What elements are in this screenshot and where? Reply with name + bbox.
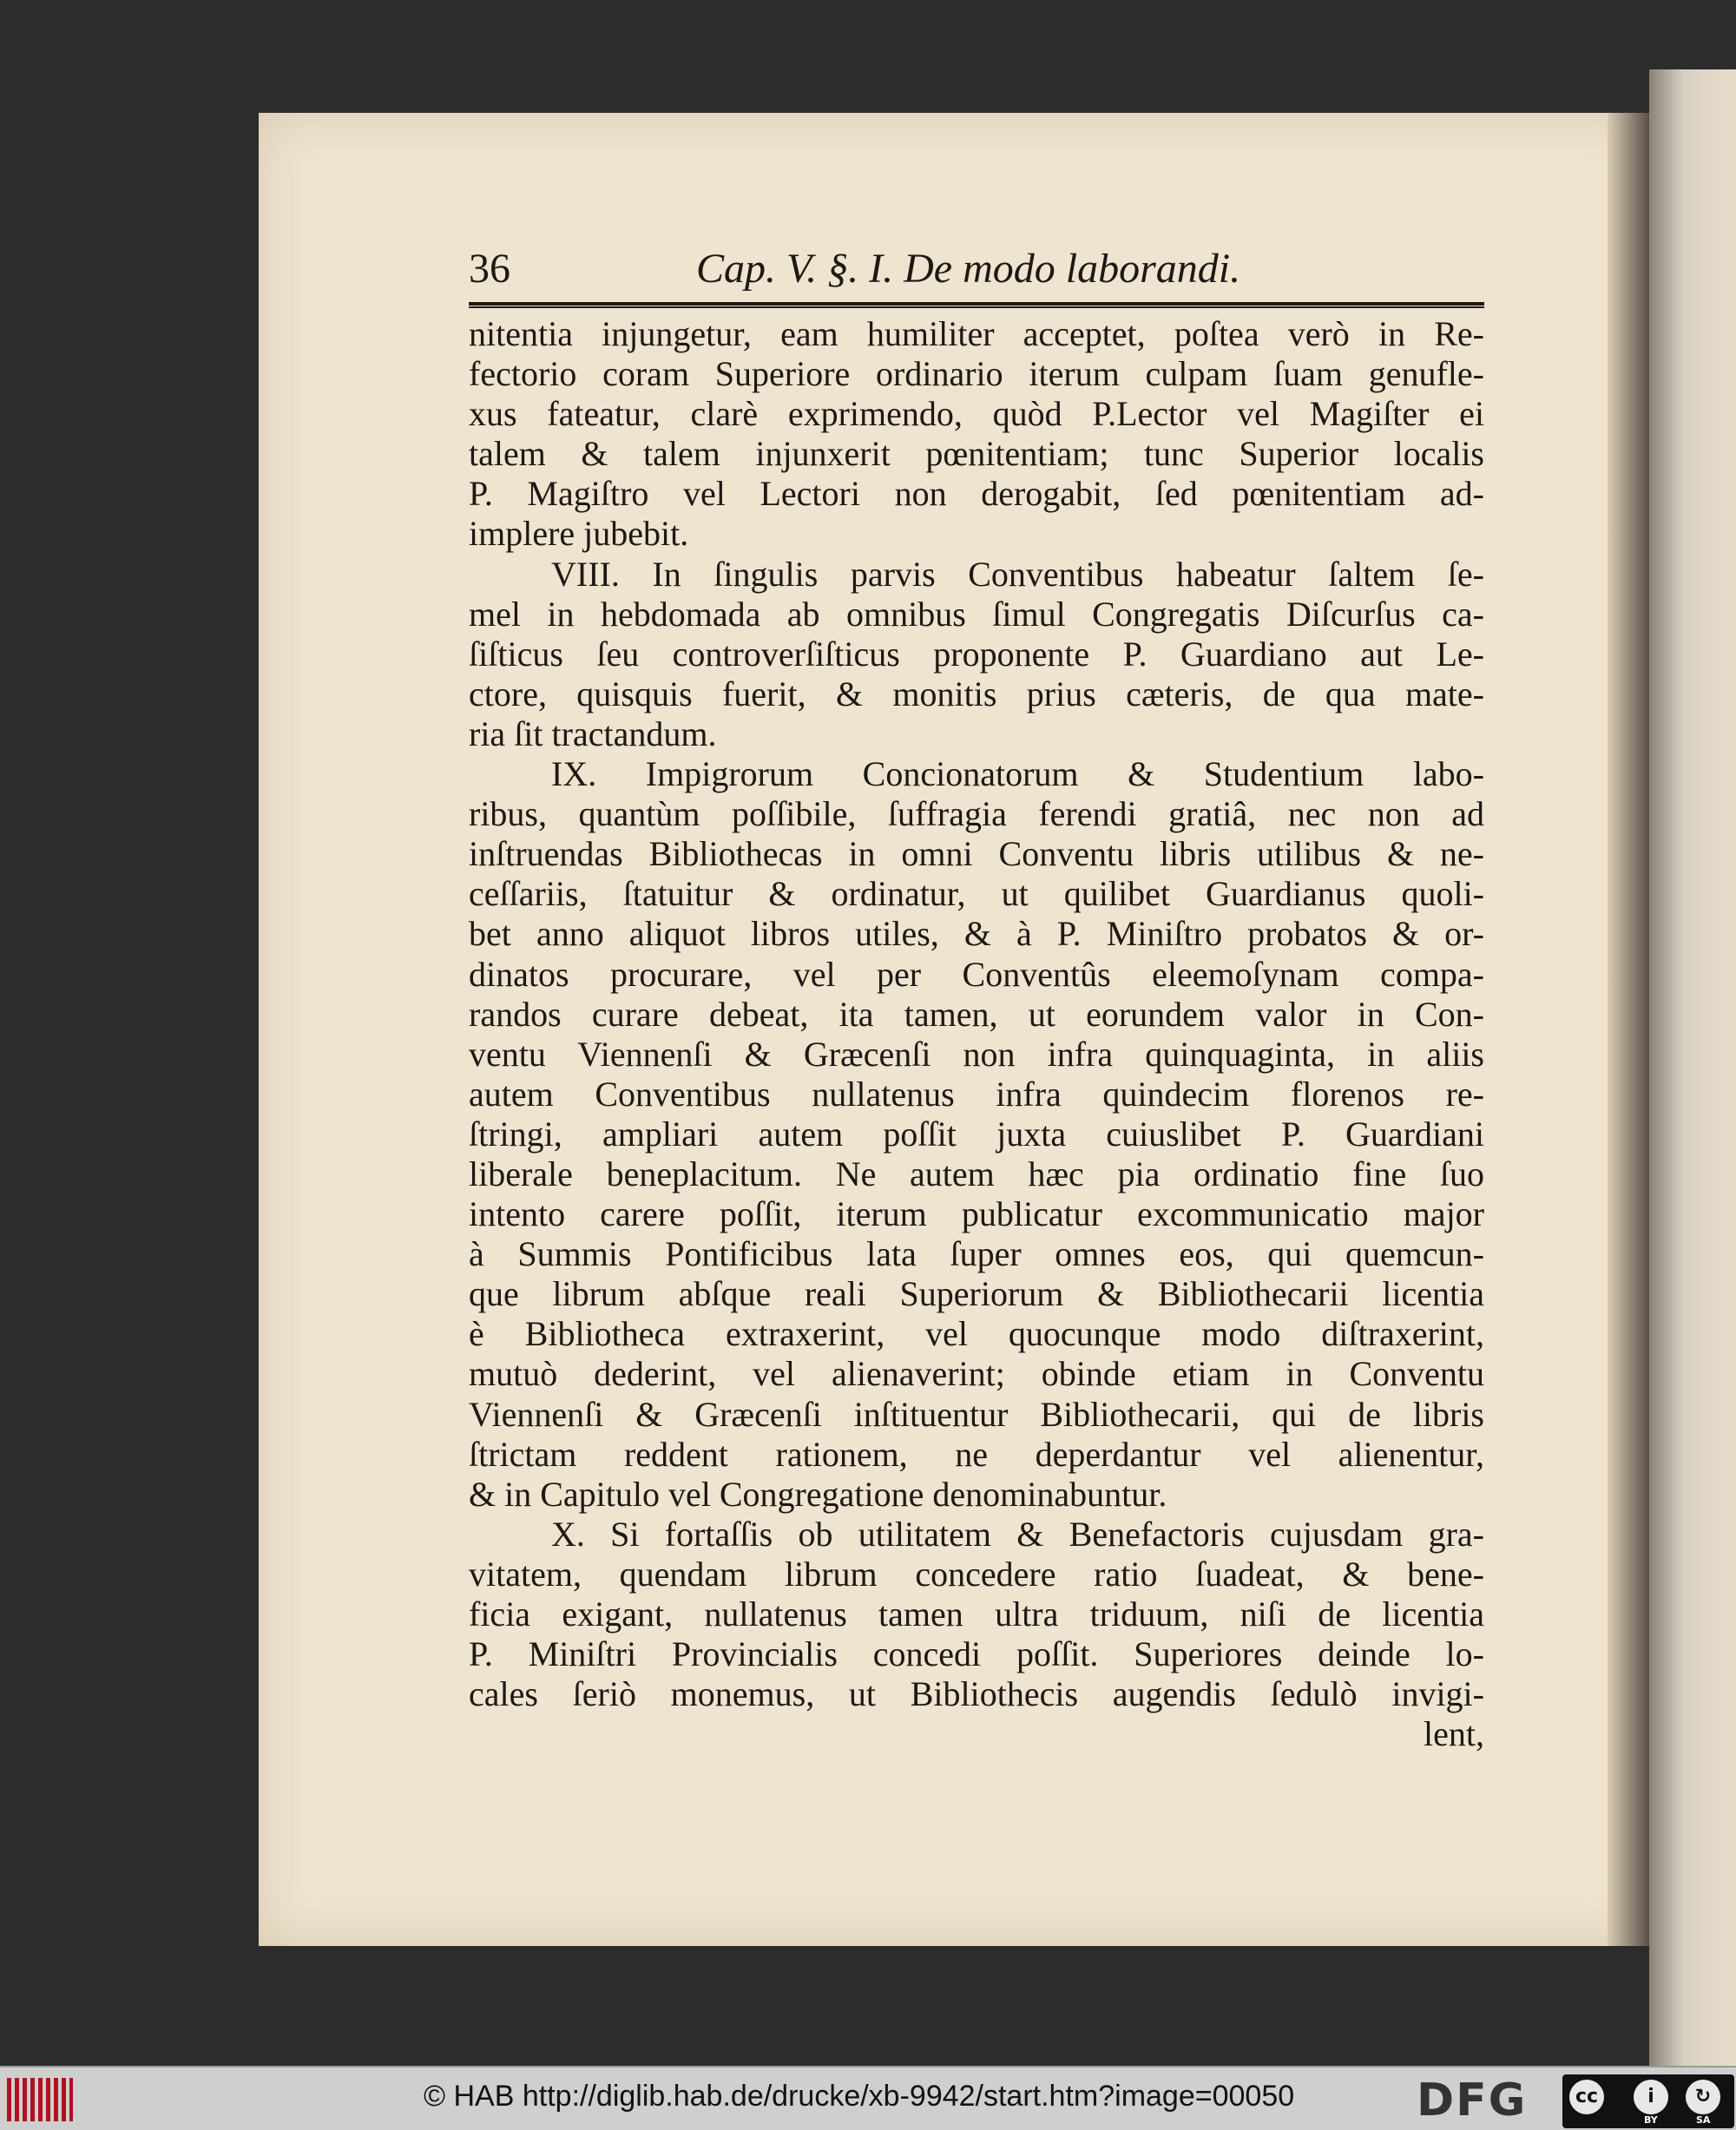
body-text — [469, 314, 1484, 1754]
text-line: & in Capitulo vel Congregatione denominabuntur. — [469, 1474, 1167, 1514]
paragraph-start-viii: VIII. In ſingulis parvis Conventibus habeatur ſaltem ſe- — [551, 554, 1484, 594]
cc-license-badge[interactable] — [1562, 2074, 1734, 2128]
text-line: è Bibliotheca extraxerint, vel quocunque modo diſtraxerint, — [469, 1314, 1484, 1354]
text-line: vitatem, quendam librum concedere ratio ſuadeat, & bene- — [469, 1554, 1484, 1594]
page-gutter-shadow — [1608, 113, 1649, 1946]
text-line: P. Magiſtro vel Lectori non derogabit, ſed pœnitentiam ad- — [469, 474, 1484, 514]
text-line: talem & talem injunxerit pœnitentiam; tunc Superior localis — [469, 434, 1484, 474]
text-line: cales ſeriò monemus, ut Bibliothecis augendis ſedulò invigi- — [469, 1674, 1484, 1714]
running-head — [469, 245, 1484, 302]
text-line: randos curare debeat, ita tamen, ut eorundem valor in Con- — [469, 994, 1484, 1034]
viewer-footer — [0, 2066, 1736, 2130]
text-line: ficia exigant, nullatenus tamen ultra triduum, niſi de licentia — [469, 1594, 1484, 1634]
header-rule — [469, 302, 1484, 308]
text-line: P. Miniſtri Provincialis concedi poſſit. Superiores deinde lo- — [469, 1634, 1484, 1674]
text-line: ceſſariis, ſtatuitur & ordinatur, ut quilibet Guardianus quoli- — [469, 874, 1484, 914]
text-line: mutuò dederint, vel alienaverint; obinde etiam in Conventu — [469, 1354, 1484, 1394]
text-line: xus fateatur, clarè exprimendo, quòd P.Lector vel Magiſter ei — [469, 394, 1484, 434]
text-line: bet anno aliquot libros utiles, & à P. Miniſtro probatos & or- — [469, 914, 1484, 954]
dfg-logo[interactable]: DFG — [1417, 2074, 1528, 2127]
paragraph-start-x: X. Si fortaſſis ob utilitatem & Benefactoris cujusdam gra- — [551, 1514, 1484, 1554]
text-line: liberale beneplacitum. Ne autem hæc pia ordinatio fine ſuo — [469, 1154, 1484, 1193]
page-number: 36 — [469, 246, 510, 292]
cc-icon: cc — [1569, 2080, 1604, 2114]
text-line: ſiſticus ſeu controverſiſticus proponente P. Guardiano aut Le- — [469, 634, 1484, 674]
sa-icon: ↻ — [1686, 2080, 1720, 2114]
text-line: nitentia injungetur, eam humiliter acceptet, poſtea verò in Re- — [469, 314, 1484, 353]
text-line: fectorio coram Superiore ordinario iterum culpam ſuam genufle- — [469, 354, 1484, 394]
text-line: ventu Viennenſi & Græcenſi non infra quinquaginta, in aliis — [469, 1034, 1484, 1074]
text-line: que librum abſque reali Superiorum & Bibliothecarii licentia — [469, 1274, 1484, 1314]
by-icon: i — [1634, 2080, 1668, 2114]
text-line: à Summis Pontificibus lata ſuper omnes eos, qui quemcun- — [469, 1234, 1484, 1274]
text-line: implere jubebit. — [469, 514, 689, 554]
text-line: intento carere poſſit, iterum publicatur excommunicatio major — [469, 1194, 1484, 1234]
adjacent-page-edge — [1649, 69, 1736, 2066]
text-line: ribus, quantùm poſſibile, ſuffragia ferendi gratiâ, nec non ad — [469, 794, 1484, 834]
source-link[interactable]: © HAB http://diglib.hab.de/drucke/xb-9942/start.htm?image=00050 — [424, 2080, 1295, 2113]
by-label: BY — [1644, 2114, 1658, 2126]
text-line: mel in hebdomada ab omnibus ſimul Congregatis Diſcurſus ca- — [469, 594, 1484, 634]
sa-label: SA — [1696, 2114, 1711, 2126]
text-line: ctore, quisquis fuerit, & monitis prius cæteris, de qua mate- — [469, 674, 1484, 713]
text-line: ria ſit tractandum. — [469, 713, 717, 753]
catchword: lent, — [1424, 1714, 1484, 1754]
text-line: ſtrictam reddent rationem, ne deperdantur vel alienentur, — [469, 1434, 1484, 1474]
text-line: inſtruendas Bibliothecas in omni Conventu libris utilibus & ne- — [469, 834, 1484, 874]
text-line: ſtringi, ampliari autem poſſit juxta cuiuslibet P. Guardiani — [469, 1114, 1484, 1154]
text-line: autem Conventibus nullatenus infra quindecim florenos re- — [469, 1074, 1484, 1114]
paragraph-start-ix: IX. Impigrorum Concionatorum & Studentium labo- — [551, 754, 1484, 794]
text-line: dinatos procurare, vel per Conventûs eleemoſynam compa- — [469, 954, 1484, 994]
barcode-icon — [7, 2078, 73, 2121]
text-line: Viennenſi & Græcenſi inſtituentur Bibliothecarii, qui de libris — [469, 1394, 1484, 1434]
chapter-heading: Cap. V. §. I. De modo laborandi. — [696, 246, 1241, 292]
